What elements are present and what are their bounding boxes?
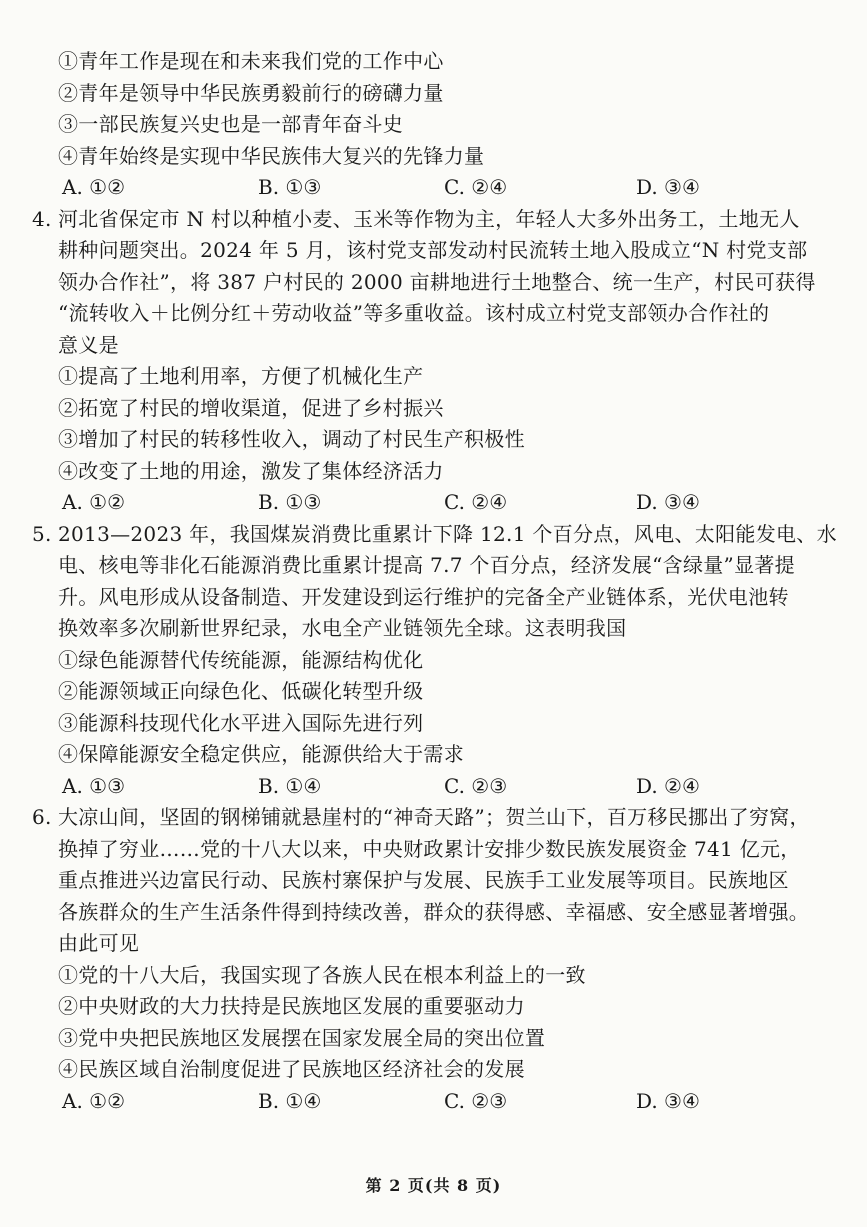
q5-choices [58,771,828,803]
q4-stem-line-4: “流转收入＋比例分红＋劳动收益”等多重收益。该村成立村党支部领办合作社的 [58,301,770,325]
q6-stem-line-4: 各族群众的生产生活条件得到持续改善，群众的获得感、幸福感、安全感显著增强。 [58,899,810,924]
q5-stem-line-4: 换效率多次刷新世界纪录，水电全产业链领先全球。这表明我国 [58,616,627,640]
q6-number: 6. [32,805,52,829]
q3-choice-b: B. ①③ [258,175,322,199]
q5-option-2: ②能源领域正向绿色化、低碳化转型升级 [58,679,424,703]
q4-number: 4. [32,206,52,231]
question-4 [32,204,828,519]
q5-choice-d: D. ②④ [636,773,700,798]
q6-choice-b: B. ①④ [258,1088,322,1113]
q5-stem-line-1 [32,519,837,551]
q4-option-2: ②拓宽了村民的增收渠道，促进了乡村振兴 [58,395,444,420]
q6-option-4: ④民族区域自治制度促进了民族地区经济社会的发展 [58,1057,525,1081]
q4-stem-line-1 [32,204,828,236]
q5-choice-a: A. ①③ [62,773,126,798]
q4-choice-b: B. ①③ [258,490,322,514]
q6-choice-c: C. ②③ [444,1088,508,1113]
q4-stem-line-5: 意义是 [58,332,119,357]
question-6 [32,802,828,1117]
q6-stem-line-2: 换掉了穷业……党的十八大以来，中央财政累计安排少数民族发展资金 741 亿元， [58,836,801,861]
q6-option-2: ②中央财政的大力扶持是民族地区发展的重要驱动力 [58,994,525,1018]
q3-option-1: ①青年工作是现在和未来我们党的工作中心 [58,49,444,73]
q3-choice-c: C. ②④ [444,175,508,199]
q4-choices [58,487,828,519]
q4-stem-line-3: 领办合作社”，将 387 户村民的 2000 亩耕地进行土地整合、统一生产，村民可获得 [58,269,816,294]
q6-stem-line-5: 由此可见 [58,931,140,955]
q4-option-3: ③增加了村民的转移性收入，调动了村民生产积极性 [58,427,525,451]
q5-choice-c: C. ②③ [444,773,508,798]
q4-choice-a: A. ①② [62,490,126,514]
q4-stem-line-2: 耕种问题突出。2024 年 5 月，该村党支部发动村民流转土地入股成立“N 村党支部 [58,238,808,262]
q3-option-2: ②青年是领导中华民族勇毅前行的磅礴力量 [58,80,444,105]
q4-choice-d: D. ③④ [636,490,700,514]
q6-choices [58,1086,828,1118]
q3-option-4: ④青年始终是实现中华民族伟大复兴的先锋力量 [58,143,485,168]
q5-choice-b: B. ①④ [258,773,322,798]
q6-choice-d: D. ③④ [636,1088,700,1113]
page-content [32,46,837,1117]
q5-stem-line-3: 升。风电形成从设备制造、开发建设到运行维护的完备全产业链体系，光伏电池转 [58,584,789,609]
q6-stem-line-3: 重点推进兴边富民行动、民族村寨保护与发展、民族手工业发展等项目。民族地区 [58,868,789,892]
q3-option-3: ③一部民族复兴史也是一部青年奋斗史 [58,112,404,136]
question-3-tail [58,46,828,204]
question-5 [32,519,837,803]
q5-option-4: ④保障能源安全稳定供应，能源供给大于需求 [58,742,464,766]
q5-stem-line-2: 电、核电等非化石能源消费比重累计提高 7.7 个百分点，经济发展“含绿量”显著提 [58,553,795,577]
q4-stem-text-1: 河北省保定市 N 村以种植小麦、玉米等作物为主，年轻人大多外出务工，土地无人 [58,206,800,231]
q3-choice-a: A. ①② [62,175,126,199]
q5-number: 5. [32,521,52,546]
q6-option-1: ①党的十八大后，我国实现了各族人民在根本利益上的一致 [58,962,586,987]
q3-choices [58,172,828,204]
page-footer: 第 2 页(共 8 页) [365,1176,502,1195]
q5-option-1: ①绿色能源替代传统能源，能源结构优化 [58,647,424,672]
q6-stem-text-1: 大凉山间，坚固的钢梯铺就悬崖村的“神奇天路”；贺兰山下，百万移民挪出了穷窝， [58,805,810,829]
q6-stem-line-1 [32,802,828,834]
q4-choice-c: C. ②④ [444,490,508,514]
q6-option-3: ③党中央把民族地区发展摆在国家发展全局的突出位置 [58,1025,546,1050]
q4-option-4: ④改变了土地的用途，激发了集体经济活力 [58,458,444,483]
q5-stem-text-1: 2013—2023 年，我国煤炭消费比重累计下降 12.1 个百分点，风电、太阳能发电、水 [58,521,837,546]
q3-choice-d: D. ③④ [636,175,700,199]
q5-option-3: ③能源科技现代化水平进入国际先进行列 [58,710,424,735]
q6-choice-a: A. ①② [62,1088,126,1113]
q4-option-1: ①提高了土地利用率，方便了机械化生产 [58,364,424,388]
